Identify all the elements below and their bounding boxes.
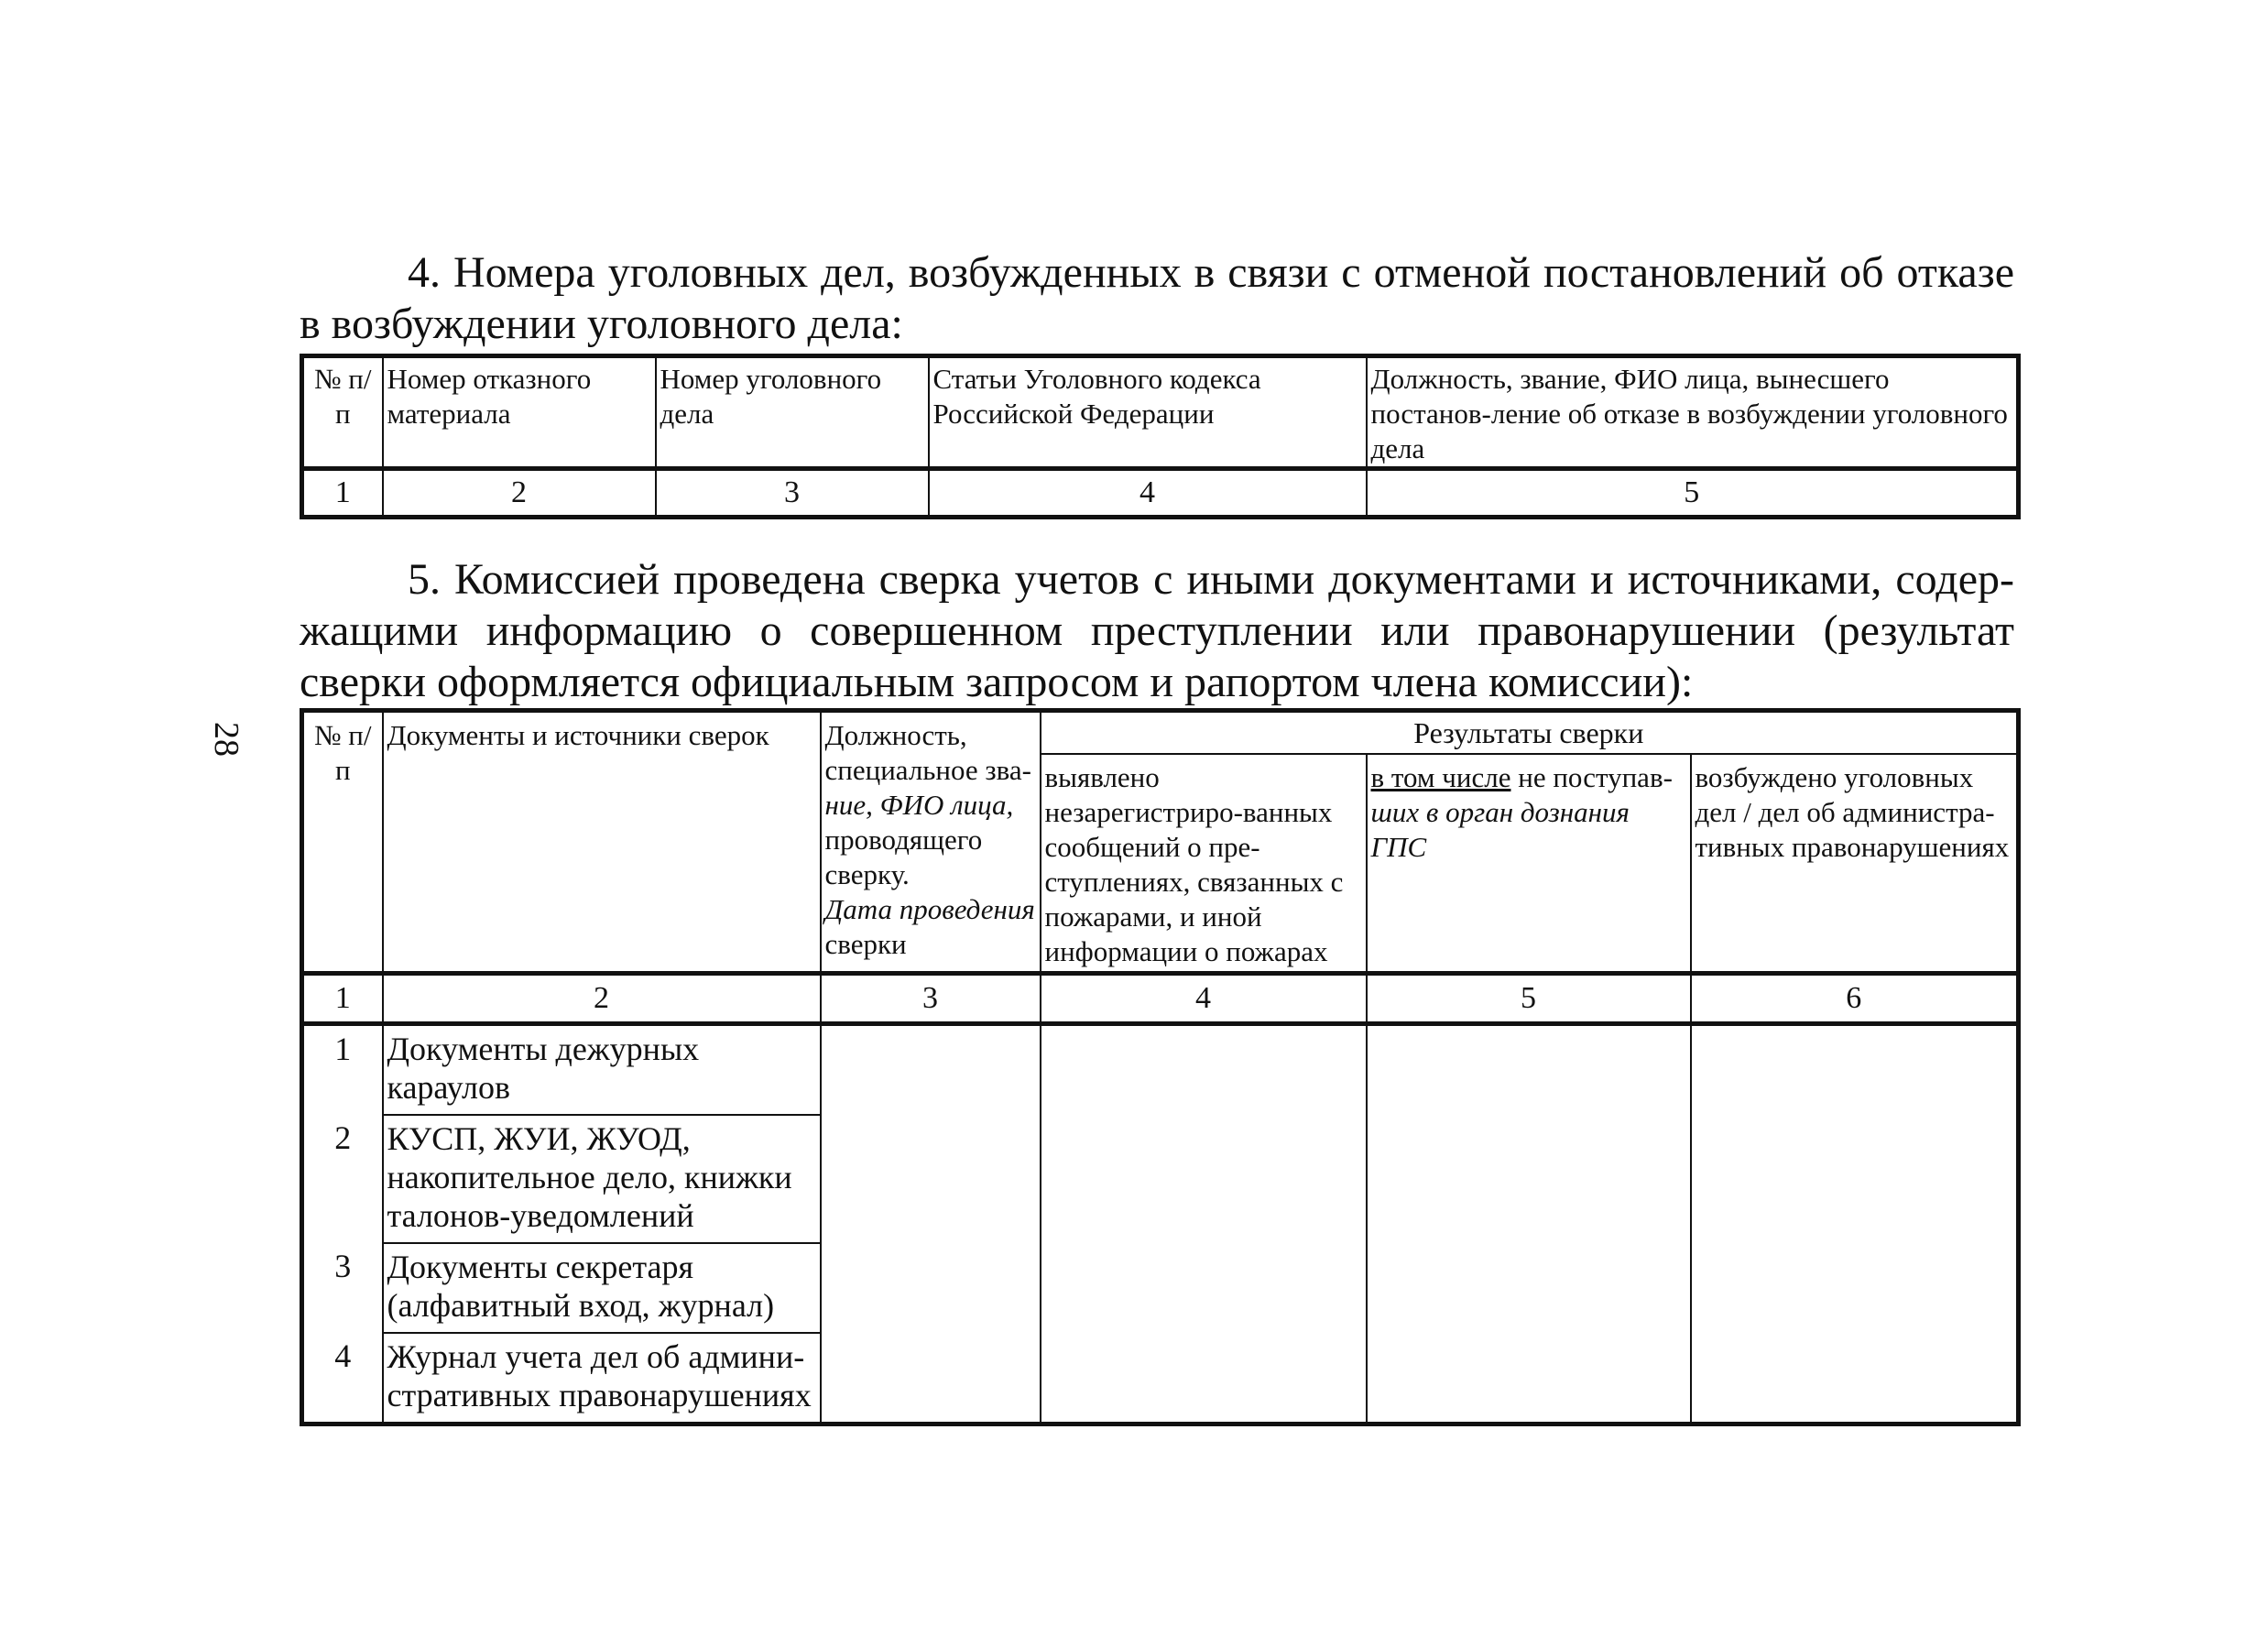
page-number: 28 <box>207 722 245 757</box>
row-number: 2 <box>302 1115 383 1243</box>
empty-cell <box>1367 1333 1691 1424</box>
table-header-row <box>302 711 2019 755</box>
header-cell-num: № п/п <box>302 356 383 469</box>
column-number: 2 <box>383 974 821 1024</box>
table-row <box>302 1024 2019 1116</box>
not-received-text-c: ших в орган дознания ГПС <box>1370 796 1630 863</box>
criminal-cases-table <box>300 354 2021 519</box>
empty-cell <box>1691 1333 2019 1424</box>
not-received-text-b: не поступав- <box>1510 761 1673 793</box>
empty-cell <box>1041 1024 1367 1116</box>
row-number: 1 <box>302 1024 383 1116</box>
empty-cell <box>1041 1333 1367 1424</box>
empty-cell <box>1691 1243 2019 1333</box>
row-document: Документы секретаря (алфавитный вход, журнал) <box>383 1243 821 1333</box>
column-number: 2 <box>383 469 656 518</box>
column-numbers-row <box>302 974 2019 1024</box>
empty-cell <box>821 1024 1041 1116</box>
table-header-row <box>302 356 2019 469</box>
position-text-a: Должность, специальное зва- <box>824 719 1031 786</box>
empty-cell <box>1041 1243 1367 1333</box>
header-cell-cases-initiated: возбуждено уголовных дел / дел об администра-тивных правонарушениях <box>1691 754 2019 974</box>
column-number: 5 <box>1367 974 1691 1024</box>
empty-cell <box>821 1115 1041 1243</box>
header-cell-num: № п/п <box>302 711 383 974</box>
row-document: КУСП, ЖУИ, ЖУОД, накопительное дело, книжки талонов-уведомлений <box>383 1115 821 1243</box>
empty-cell <box>821 1333 1041 1424</box>
header-cell-criminal-case: Номер уголовного дела <box>656 356 929 469</box>
column-number: 4 <box>929 469 1367 518</box>
position-text-c: проводящего сверку. <box>824 824 983 890</box>
header-cell-official: Должность, звание, ФИО лица, вынесшего постанов-ление об отказе в возбуждении уголовного дела <box>1367 356 2019 469</box>
column-number: 3 <box>656 469 929 518</box>
not-received-text-a: в том числе <box>1370 761 1511 793</box>
position-text-e: сверки <box>824 928 907 960</box>
column-number: 5 <box>1367 469 2019 518</box>
column-number: 1 <box>302 469 383 518</box>
row-number: 3 <box>302 1243 383 1333</box>
section-5-heading-text: 5. Комиссией проведена сверка учетов с иными документами и источниками, содер-жащими информацию о совершенном преступлении или правонарушении (результат сверки оформляется официальным запросом и рапортом члена комиссии): <box>300 555 2014 706</box>
row-document: Журнал учета дел об админи-стративных правонарушениях <box>383 1333 821 1424</box>
header-cell-documents: Документы и источники сверок <box>383 711 821 974</box>
column-numbers-row <box>302 469 2019 518</box>
section-4-heading <box>300 247 2014 350</box>
section-4-heading-text: 4. Номера уголовных дел, возбужденных в связи с отменой постановлений об отказе в возбуждении уголовного дела: <box>300 248 2014 348</box>
empty-cell <box>821 1243 1041 1333</box>
empty-cell <box>1691 1024 2019 1116</box>
position-text-d: Дата проведения <box>824 893 1035 925</box>
row-number: 4 <box>302 1333 383 1424</box>
header-cell-criminal-code: Статьи Уголовного кодекса Российской Федерации <box>929 356 1367 469</box>
section-5-heading <box>300 554 2014 708</box>
header-cell-refusal-material: Номер отказного материала <box>383 356 656 469</box>
empty-cell <box>1367 1115 1691 1243</box>
position-text-b: ние, ФИО лица, <box>824 789 1014 821</box>
column-number: 4 <box>1041 974 1367 1024</box>
header-cell-results: Результаты сверки <box>1041 711 2019 755</box>
empty-cell <box>1691 1115 2019 1243</box>
header-cell-position <box>821 711 1041 974</box>
empty-cell <box>1041 1115 1367 1243</box>
header-cell-not-received <box>1367 754 1691 974</box>
empty-cell <box>1367 1243 1691 1333</box>
table-row <box>302 1243 2019 1333</box>
column-number: 3 <box>821 974 1041 1024</box>
header-cell-unregistered: выявлено незарегистриро-ванных сообщений о пре-ступлениях, связанных с пожарами, и иной информации о пожарах <box>1041 754 1367 974</box>
table-row <box>302 1115 2019 1243</box>
column-number: 1 <box>302 974 383 1024</box>
reconciliation-table <box>300 708 2021 1426</box>
empty-cell <box>1367 1024 1691 1116</box>
table-row <box>302 1333 2019 1424</box>
column-number: 6 <box>1691 974 2019 1024</box>
row-document: Документы дежурных караулов <box>383 1024 821 1116</box>
